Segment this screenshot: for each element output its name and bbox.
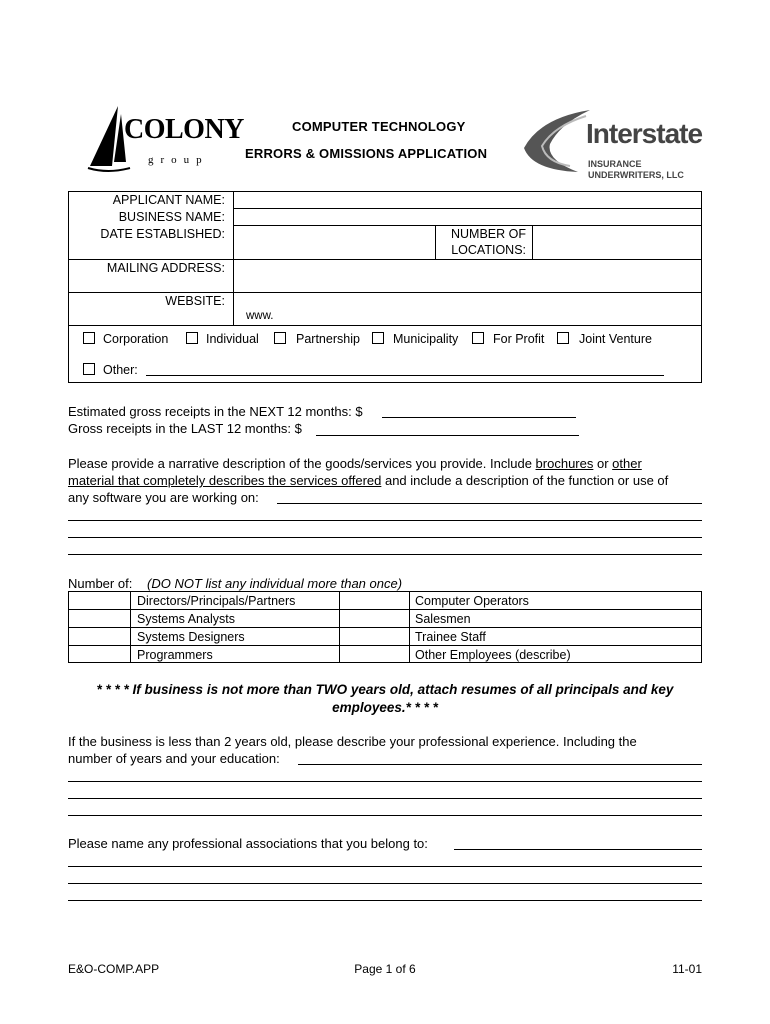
- gross-receipts-next-label: Estimated gross receipts in the NEXT 12 months: $: [68, 404, 363, 419]
- partnership-checkbox[interactable]: [274, 332, 286, 344]
- date-established-field[interactable]: [234, 226, 434, 259]
- applicant-name-label: APPLICANT NAME:: [112, 193, 225, 207]
- experience-line1: If the business is less than 2 years old, please describe your professional experience. Including the: [68, 734, 637, 749]
- business-name-field[interactable]: [234, 209, 701, 225]
- experience-line2: number of years and your education:: [68, 751, 280, 766]
- website-field[interactable]: www.: [246, 310, 274, 322]
- page-title-line2: ERRORS & OMISSIONS APPLICATION: [245, 146, 488, 161]
- website-label: WEBSITE:: [165, 294, 225, 308]
- footer-form-code: E&O-COMP.APP: [68, 962, 160, 976]
- staff-count-cell[interactable]: [69, 592, 129, 662]
- interstate-logo-text: Interstate: [586, 118, 703, 149]
- staff-row-computer-operators: Computer Operators: [415, 594, 529, 608]
- interstate-logo-sub2: UNDERWRITERS, LLC: [588, 170, 684, 180]
- staff-row-trainee-staff: Trainee Staff: [415, 630, 486, 644]
- other-checkbox[interactable]: [83, 363, 95, 375]
- narrative-input-line[interactable]: [68, 537, 702, 538]
- applicant-name-field[interactable]: [234, 192, 701, 208]
- associations-input-line[interactable]: [68, 866, 702, 867]
- number-of-label: NUMBER OF: [451, 227, 526, 241]
- individual-checkbox[interactable]: [186, 332, 198, 344]
- page-title-line1: COMPUTER TECHNOLOGY: [292, 119, 466, 134]
- associations-input-line[interactable]: [454, 849, 702, 850]
- narrative-input-line[interactable]: [277, 503, 702, 504]
- date-established-label: DATE ESTABLISHED:: [100, 227, 225, 241]
- number-of-label: Number of:: [68, 576, 133, 591]
- number-of-locations-field[interactable]: [533, 226, 701, 259]
- interstate-logo: [520, 104, 703, 184]
- municipality-checkbox[interactable]: [372, 332, 384, 344]
- for-profit-checkbox[interactable]: [472, 332, 484, 344]
- staff-note: (DO NOT list any individual more than once): [147, 576, 403, 591]
- partnership-label: Partnership: [296, 332, 360, 346]
- joint-venture-checkbox[interactable]: [557, 332, 569, 344]
- staff-count-cell[interactable]: [340, 592, 408, 662]
- gross-receipts-last-label: Gross receipts in the LAST 12 months: $: [68, 421, 302, 436]
- colony-logo-text: COLONY: [124, 114, 244, 145]
- mailing-address-field[interactable]: [234, 260, 701, 292]
- staff-row-other-employees: Other Employees (describe): [415, 648, 571, 662]
- business-name-label: BUSINESS NAME:: [118, 210, 225, 224]
- colony-logo-subtext: group: [148, 154, 209, 166]
- resume-notice-line2: employees.* * * *: [332, 700, 438, 715]
- gross-receipts-next-input[interactable]: [382, 417, 576, 418]
- mailing-address-label: MAILING ADDRESS:: [106, 261, 225, 275]
- experience-input-line[interactable]: [298, 764, 702, 765]
- footer-page-number: Page 1 of 6: [354, 962, 416, 976]
- staff-row-salesmen: Salesmen: [415, 612, 471, 626]
- associations-input-line[interactable]: [68, 900, 702, 901]
- narrative-line1: Please provide a narrative description of the goods/services you provide. Include brochures or other: [68, 456, 642, 471]
- experience-input-line[interactable]: [68, 815, 702, 816]
- locations-label: LOCATIONS:: [451, 243, 526, 257]
- staff-row-directors: Directors/Principals/Partners: [137, 594, 296, 608]
- narrative-input-line[interactable]: [68, 554, 702, 555]
- experience-input-line[interactable]: [68, 798, 702, 799]
- staff-row-programmers: Programmers: [137, 648, 213, 662]
- individual-label: Individual: [206, 332, 259, 346]
- associations-input-line[interactable]: [68, 883, 702, 884]
- other-input-line[interactable]: [146, 375, 664, 376]
- gross-receipts-last-input[interactable]: [316, 435, 579, 436]
- for-profit-label: For Profit: [493, 332, 545, 346]
- municipality-label: Municipality: [393, 332, 459, 346]
- narrative-line3: any software you are working on:: [68, 490, 259, 505]
- interstate-logo-sub1: INSURANCE: [588, 159, 642, 169]
- colony-logo: [84, 104, 244, 176]
- staff-row-systems-analysts: Systems Analysts: [137, 612, 235, 626]
- narrative-input-line[interactable]: [68, 520, 702, 521]
- associations-label: Please name any professional associations that you belong to:: [68, 836, 428, 851]
- narrative-line2: material that completely describes the services offered and include a description of the function or use of: [68, 473, 669, 488]
- resume-notice-line1: * * * * If business is not more than TWO years old, attach resumes of all principals and key: [96, 682, 674, 697]
- staff-row-systems-designers: Systems Designers: [137, 630, 245, 644]
- experience-input-line[interactable]: [68, 781, 702, 782]
- corporation-checkbox[interactable]: [83, 332, 95, 344]
- other-label: Other:: [103, 363, 138, 377]
- joint-venture-label: Joint Venture: [579, 332, 652, 346]
- corporation-label: Corporation: [103, 332, 169, 346]
- footer-date: 11-01: [672, 962, 702, 976]
